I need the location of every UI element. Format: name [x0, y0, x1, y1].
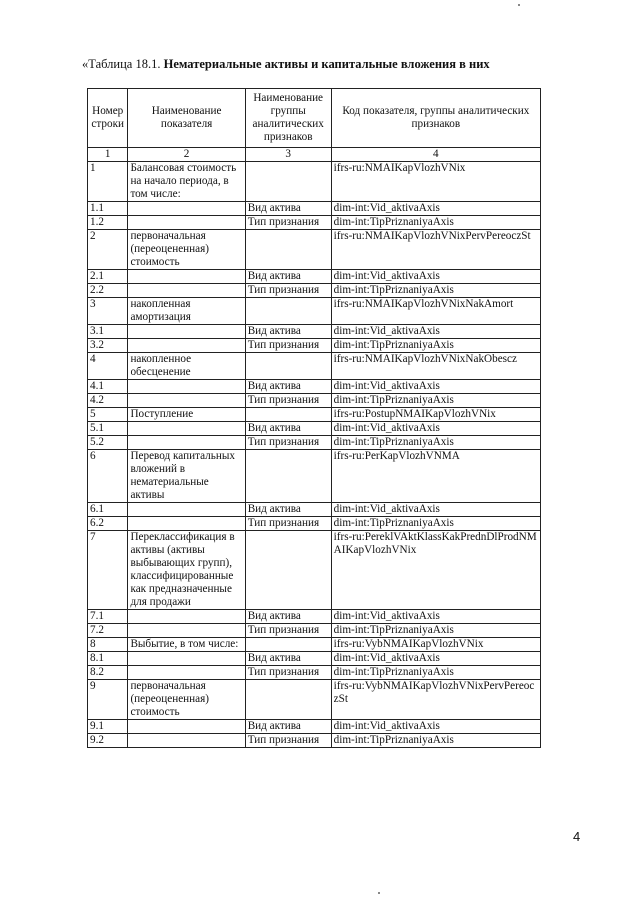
indicator-name-cell	[128, 270, 245, 284]
group-name-cell: Тип признания	[245, 394, 331, 408]
indicator-name-cell: накопленное обесценение	[128, 353, 245, 380]
row-number-cell: 6	[88, 450, 128, 503]
header-row	[88, 89, 541, 148]
indicator-name-cell: накопленная амортизация	[128, 298, 245, 325]
indicator-name-cell	[128, 720, 245, 734]
indicator-name-cell: первоначальная (переоцененная) стоимость	[128, 230, 245, 270]
code-cell: dim-int:Vid_aktivaAxis	[331, 503, 540, 517]
group-name-cell	[245, 298, 331, 325]
table-row	[88, 450, 541, 503]
page-number: 4	[573, 829, 581, 844]
table-row	[88, 202, 541, 216]
row-number-cell: 7.2	[88, 624, 128, 638]
table-row	[88, 624, 541, 638]
group-name-cell	[245, 230, 331, 270]
table-title-main: Нематериальные активы и капитальные вложения в них	[163, 57, 490, 71]
group-name-cell: Тип признания	[245, 734, 331, 748]
column-number-2: 2	[128, 148, 245, 162]
table-row	[88, 422, 541, 436]
indicator-name-cell	[128, 517, 245, 531]
row-number-cell: 1.2	[88, 216, 128, 230]
code-cell: ifrs-ru:PereklVAktKlassKakPrednDlProdNMAIKapVlozhVNix	[331, 531, 540, 610]
group-name-cell	[245, 353, 331, 380]
code-cell: dim-int:Vid_aktivaAxis	[331, 380, 540, 394]
code-cell: dim-int:TipPriznaniyaAxis	[331, 216, 540, 230]
row-number-cell: 3	[88, 298, 128, 325]
row-number-cell: 2	[88, 230, 128, 270]
row-number-cell: 5.1	[88, 422, 128, 436]
indicator-name-cell: Поступление	[128, 408, 245, 422]
group-name-cell: Тип признания	[245, 284, 331, 298]
table-row	[88, 517, 541, 531]
table-body	[88, 162, 541, 748]
indicator-name-cell	[128, 325, 245, 339]
column-number-3: 3	[245, 148, 331, 162]
table-title	[82, 57, 490, 72]
code-cell: ifrs-ru:PostupNMAIKapVlozhVNix	[331, 408, 540, 422]
code-cell: dim-int:TipPriznaniyaAxis	[331, 436, 540, 450]
indicator-name-cell	[128, 436, 245, 450]
code-cell: dim-int:Vid_aktivaAxis	[331, 610, 540, 624]
row-number-cell: 4.1	[88, 380, 128, 394]
table-row	[88, 610, 541, 624]
table-row	[88, 638, 541, 652]
row-number-cell: 9	[88, 680, 128, 720]
indicator-table	[87, 88, 541, 748]
code-cell: dim-int:TipPriznaniyaAxis	[331, 624, 540, 638]
code-cell: ifrs-ru:NMAIKapVlozhVNixPervPereoczSt	[331, 230, 540, 270]
scan-mark-top	[518, 4, 520, 6]
indicator-name-cell	[128, 734, 245, 748]
table-row	[88, 298, 541, 325]
group-name-cell	[245, 408, 331, 422]
code-cell: dim-int:Vid_aktivaAxis	[331, 422, 540, 436]
group-name-cell: Тип признания	[245, 436, 331, 450]
group-name-cell: Вид актива	[245, 720, 331, 734]
header-code: Код показателя, группы аналитических признаков	[331, 89, 540, 148]
indicator-name-cell	[128, 216, 245, 230]
row-number-cell: 1	[88, 162, 128, 202]
indicator-name-cell	[128, 202, 245, 216]
code-cell: dim-int:Vid_aktivaAxis	[331, 720, 540, 734]
row-number-cell: 3.1	[88, 325, 128, 339]
indicator-name-cell: первоначальная (переоцененная) стоимость	[128, 680, 245, 720]
table-row	[88, 339, 541, 353]
group-name-cell: Вид актива	[245, 610, 331, 624]
group-name-cell: Вид актива	[245, 270, 331, 284]
table-row	[88, 216, 541, 230]
table-row	[88, 162, 541, 202]
code-cell: dim-int:TipPriznaniyaAxis	[331, 339, 540, 353]
table-row	[88, 436, 541, 450]
table-row	[88, 531, 541, 610]
table-row	[88, 325, 541, 339]
scan-mark-bottom	[378, 892, 380, 894]
table-row	[88, 353, 541, 380]
header-row-number: Номер строки	[88, 89, 128, 148]
table-row	[88, 380, 541, 394]
code-cell: dim-int:Vid_aktivaAxis	[331, 270, 540, 284]
group-name-cell	[245, 162, 331, 202]
row-number-cell: 4.2	[88, 394, 128, 408]
row-number-cell: 6.1	[88, 503, 128, 517]
row-number-cell: 5.2	[88, 436, 128, 450]
indicator-name-cell	[128, 284, 245, 298]
table-row	[88, 230, 541, 270]
group-name-cell: Вид актива	[245, 422, 331, 436]
code-cell: dim-int:Vid_aktivaAxis	[331, 652, 540, 666]
code-cell: ifrs-ru:NMAIKapVlozhVNixNakAmort	[331, 298, 540, 325]
code-cell: dim-int:TipPriznaniyaAxis	[331, 734, 540, 748]
table-row	[88, 734, 541, 748]
table-row	[88, 394, 541, 408]
table-row	[88, 284, 541, 298]
indicator-name-cell: Переклассификация в активы (активы выбывающих групп), классифицированные как предназначенные для продажи	[128, 531, 245, 610]
indicator-name-cell	[128, 666, 245, 680]
code-cell: ifrs-ru:PerKapVlozhVNMA	[331, 450, 540, 503]
group-name-cell: Вид актива	[245, 380, 331, 394]
code-cell: ifrs-ru:VybNMAIKapVlozhVNixPervPereoczSt	[331, 680, 540, 720]
code-cell: dim-int:TipPriznaniyaAxis	[331, 284, 540, 298]
code-cell: dim-int:Vid_aktivaAxis	[331, 202, 540, 216]
indicator-name-cell	[128, 380, 245, 394]
indicator-name-cell	[128, 610, 245, 624]
row-number-cell: 9.2	[88, 734, 128, 748]
group-name-cell: Тип признания	[245, 624, 331, 638]
code-cell: ifrs-ru:VybNMAIKapVlozhVNix	[331, 638, 540, 652]
group-name-cell: Тип признания	[245, 216, 331, 230]
header-group-name: Наименование группы аналитических признаков	[245, 89, 331, 148]
row-number-cell: 8.2	[88, 666, 128, 680]
group-name-cell	[245, 531, 331, 610]
row-number-cell: 2.1	[88, 270, 128, 284]
indicator-name-cell	[128, 503, 245, 517]
row-number-cell: 8	[88, 638, 128, 652]
table-row	[88, 270, 541, 284]
column-number-1: 1	[88, 148, 128, 162]
row-number-cell: 6.2	[88, 517, 128, 531]
row-number-cell: 8.1	[88, 652, 128, 666]
indicator-name-cell	[128, 339, 245, 353]
group-name-cell: Вид актива	[245, 652, 331, 666]
row-number-cell: 1.1	[88, 202, 128, 216]
indicator-name-cell	[128, 624, 245, 638]
indicator-name-cell: Перевод капитальных вложений в нематериальные активы	[128, 450, 245, 503]
code-cell: dim-int:TipPriznaniyaAxis	[331, 517, 540, 531]
table-row	[88, 408, 541, 422]
indicator-name-cell	[128, 394, 245, 408]
row-number-cell: 7.1	[88, 610, 128, 624]
column-number-4: 4	[331, 148, 540, 162]
table-row	[88, 666, 541, 680]
code-cell: ifrs-ru:NMAIKapVlozhVNixNakObescz	[331, 353, 540, 380]
table-header	[88, 89, 541, 162]
indicator-name-cell: Балансовая стоимость на начало периода, в том числе:	[128, 162, 245, 202]
group-name-cell	[245, 638, 331, 652]
group-name-cell: Вид актива	[245, 202, 331, 216]
group-name-cell: Вид актива	[245, 503, 331, 517]
table-row	[88, 680, 541, 720]
code-cell: dim-int:TipPriznaniyaAxis	[331, 394, 540, 408]
code-cell: dim-int:TipPriznaniyaAxis	[331, 666, 540, 680]
indicator-name-cell: Выбытие, в том числе:	[128, 638, 245, 652]
header-indicator-name: Наименование показателя	[128, 89, 245, 148]
group-name-cell: Тип признания	[245, 517, 331, 531]
row-number-cell: 5	[88, 408, 128, 422]
row-number-cell: 7	[88, 531, 128, 610]
row-number-cell: 9.1	[88, 720, 128, 734]
table-title-prefix: «Таблица 18.1.	[82, 57, 161, 71]
group-name-cell: Вид актива	[245, 325, 331, 339]
row-number-cell: 3.2	[88, 339, 128, 353]
table-row	[88, 503, 541, 517]
indicator-name-cell	[128, 422, 245, 436]
row-number-cell: 2.2	[88, 284, 128, 298]
table-row	[88, 720, 541, 734]
code-cell: ifrs-ru:NMAIKapVlozhVNix	[331, 162, 540, 202]
group-name-cell	[245, 450, 331, 503]
group-name-cell: Тип признания	[245, 339, 331, 353]
column-number-row	[88, 148, 541, 162]
table-row	[88, 652, 541, 666]
row-number-cell: 4	[88, 353, 128, 380]
indicator-name-cell	[128, 652, 245, 666]
group-name-cell: Тип признания	[245, 666, 331, 680]
group-name-cell	[245, 680, 331, 720]
code-cell: dim-int:Vid_aktivaAxis	[331, 325, 540, 339]
